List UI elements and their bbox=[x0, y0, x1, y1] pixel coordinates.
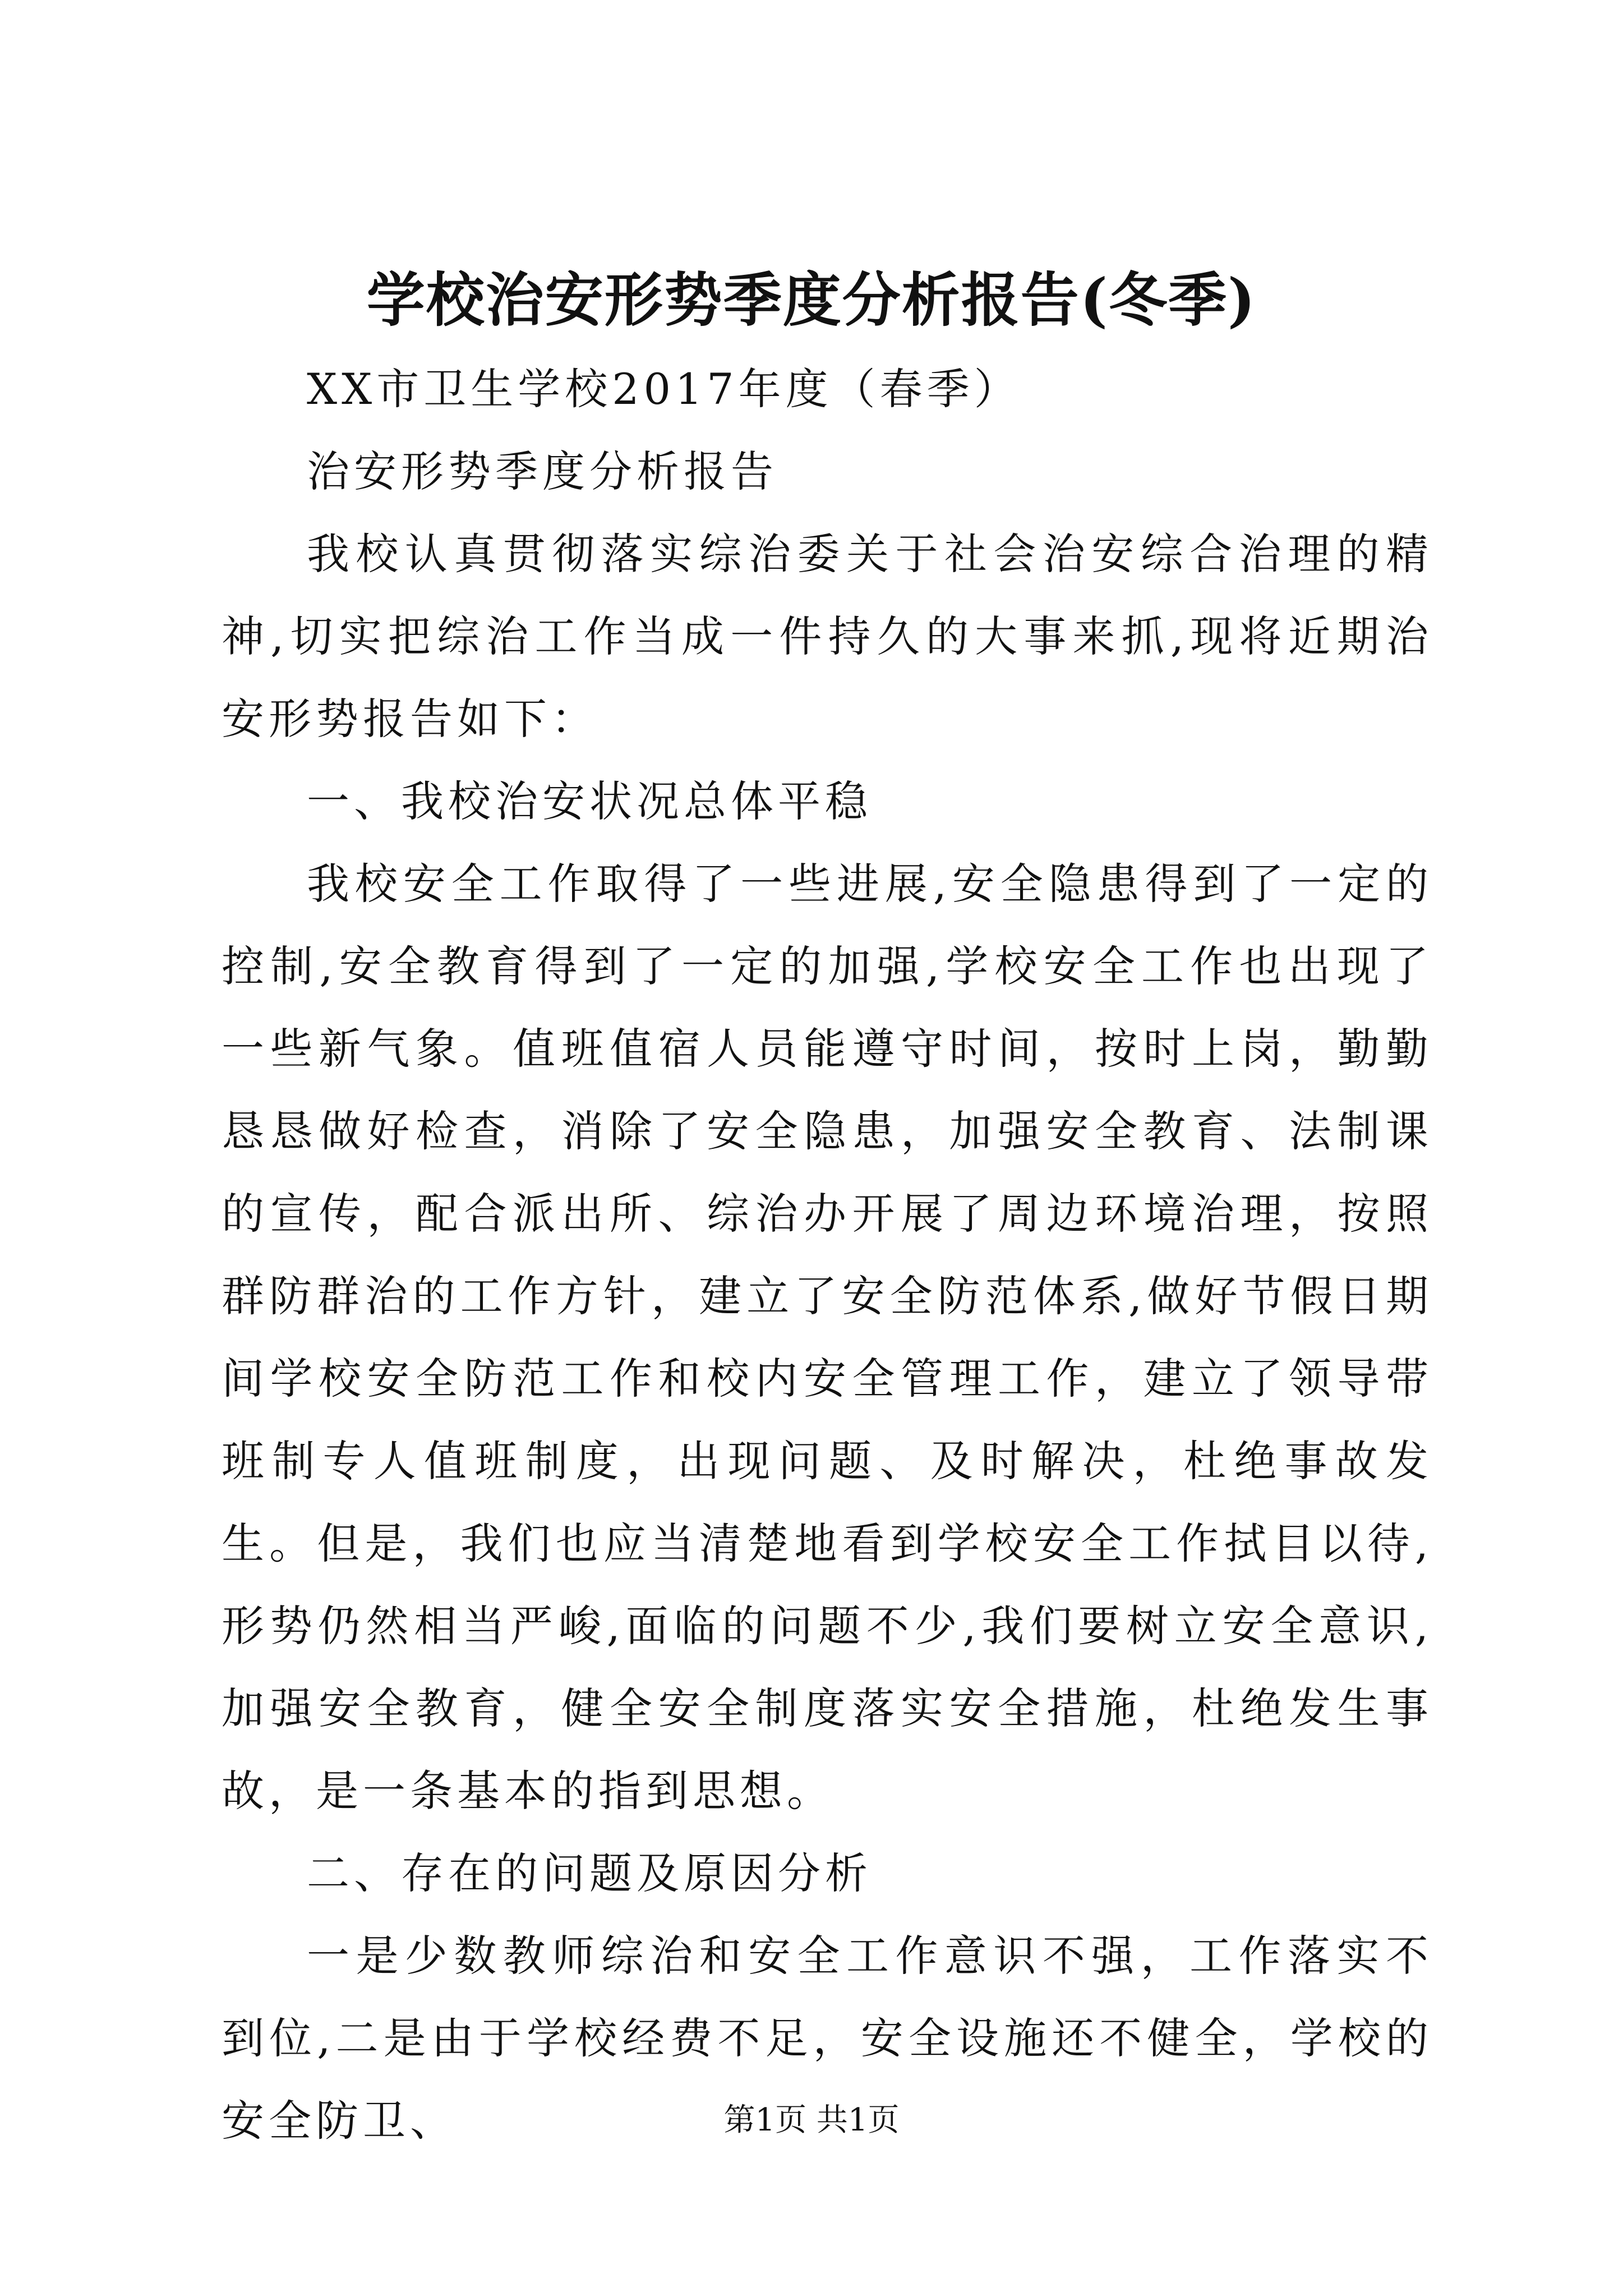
subtitle-line-1: XX市卫生学校2017年度（春季） bbox=[307, 364, 1021, 414]
page-footer bbox=[0, 2098, 1623, 2143]
section-heading-1: 一、我校治安状况总体平稳 bbox=[307, 776, 872, 826]
document-body bbox=[222, 348, 1433, 2162]
subtitle-line-2: 治安形势季度分析报告 bbox=[307, 447, 778, 496]
intro-paragraph: 我校认真贯彻落实综治委关于社会治安综合治理的精神,切实把综治工作当成一件持久的大事来抓,现将近期治安形势报告如下： bbox=[222, 529, 1433, 744]
document-title: 学校治安形势季度分析报告(冬季) bbox=[366, 265, 1257, 334]
section-1-paragraph: 我校安全工作取得了一些进展,安全隐患得到了一定的控制,安全教育得到了一定的加强,学校安全工作也出现了一些新气象。值班值宿人员能遵守时间，按时上岗，勤勤恳恳做好检查，消除了安全隐患，加强安全教育、法制课的宣传，配合派出所、综治办开展了周边环境治理，按照群防群治的工作方针，建立了安全防范体系,做好节假日期间学校安全防范工作和校内安全管理工作，建立了领导带班制专人值班制度，出现问题、及时解决，杜绝事故发生。但是，我们也应当清楚地看到学校安全工作拭目以待,形势仍然相当严峻,面临的问题不少,我们要树立安全意识,加强安全教育，健全安全制度落实安全措施，杜绝发生事故，是一条基本的指到思想。 bbox=[222, 859, 1433, 1816]
section-heading-2: 二、存在的问题及原因分析 bbox=[307, 1848, 872, 1898]
section-2-paragraph: 一是少数教师综治和安全工作意识不强，工作落实不到位,二是由于学校经费不足，安全设施还不健全，学校的安全防卫、 bbox=[222, 1931, 1433, 2146]
page-number: 第1页 共1页 bbox=[723, 2102, 900, 2138]
